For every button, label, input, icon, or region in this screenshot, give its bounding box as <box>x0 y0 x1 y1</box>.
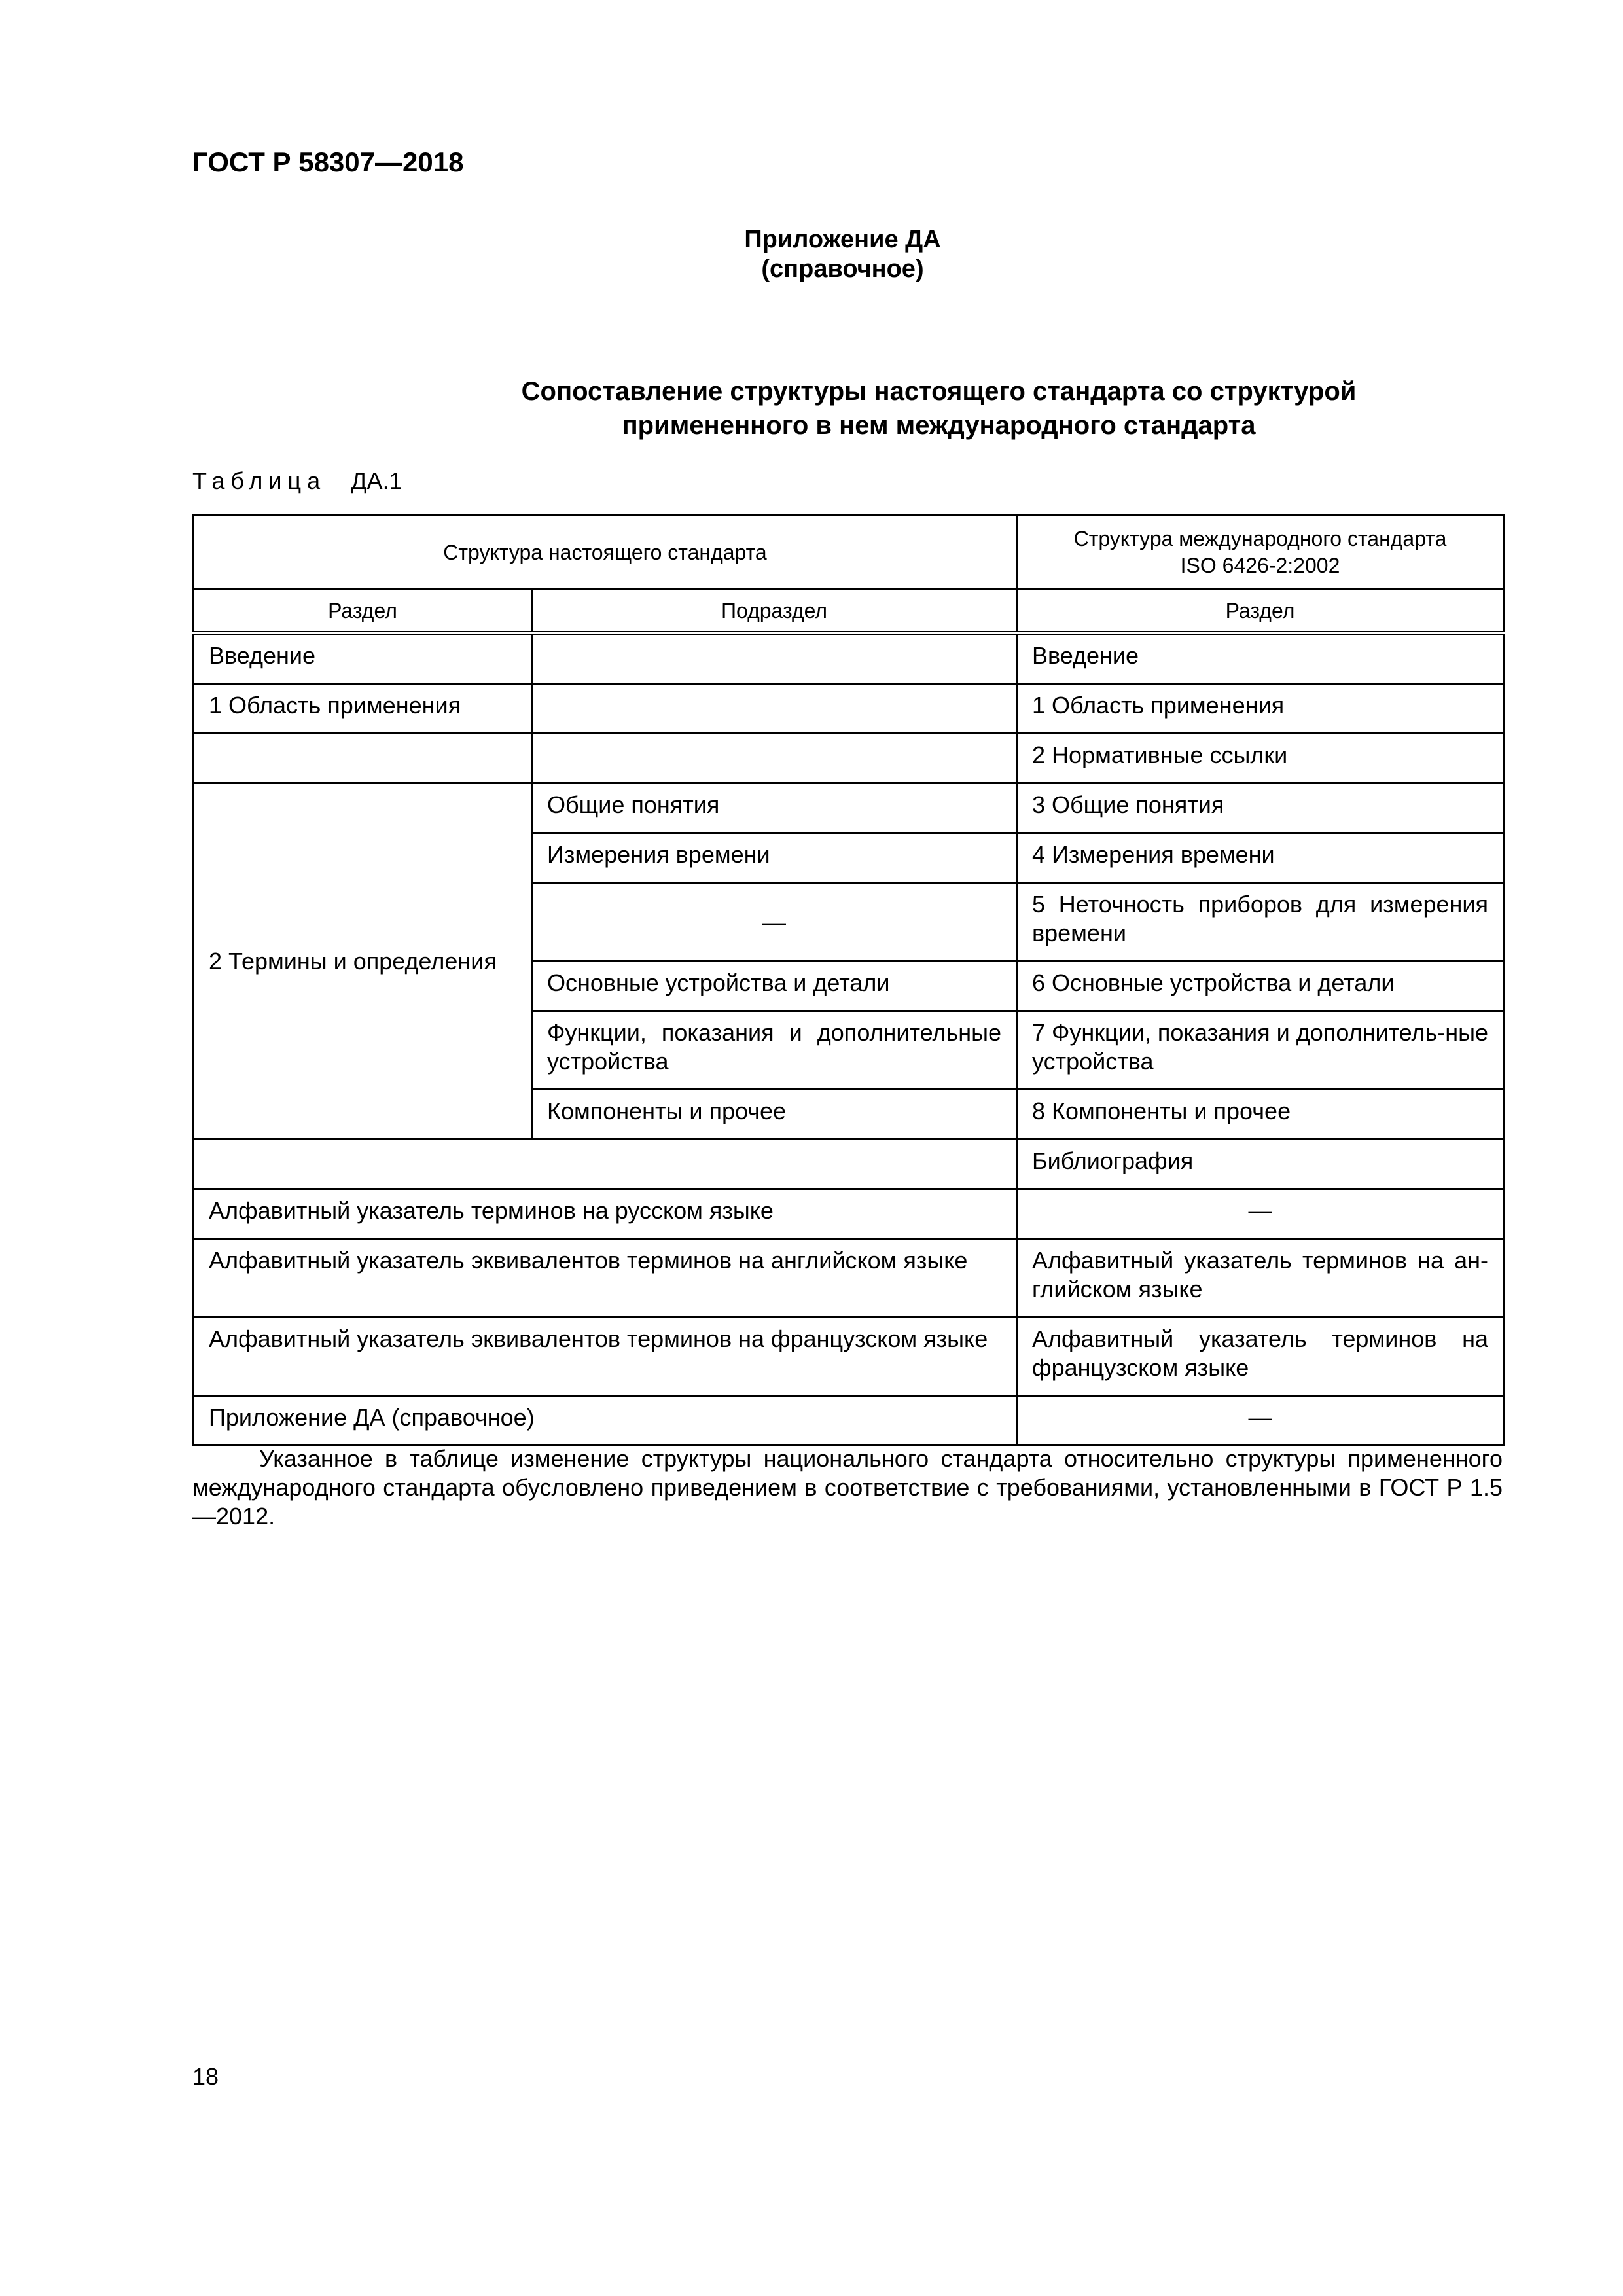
table-cell-empty <box>194 1139 1017 1189</box>
table-cell-empty <box>532 734 1017 783</box>
table-cell: Введение <box>1017 633 1504 684</box>
header-section: Раздел <box>194 590 532 634</box>
table-cell: 7 Функции, показания и дополнитель-ные устройства <box>1017 1011 1504 1090</box>
heading-line-1: Сопоставление структуры настоящего стандарта со структурой <box>521 377 1357 406</box>
table-cell: 4 Измерения времени <box>1017 833 1504 883</box>
table-cell: Алфавитный указатель эквивалентов терминов на английском языке <box>194 1239 1017 1318</box>
table-cell: Компоненты и прочее <box>532 1090 1017 1139</box>
table-cell: 2 Нормативные ссылки <box>1017 734 1504 783</box>
annex-status: (справочное) <box>761 255 924 283</box>
page-number: 18 <box>192 2063 219 2090</box>
annex-title <box>0 225 1623 284</box>
header-international-line-1: Структура международного стандарта <box>1073 527 1447 550</box>
header-national-structure: Структура настоящего стандарта <box>194 516 1017 590</box>
header-subsection: Подраздел <box>532 590 1017 634</box>
table-row <box>194 1189 1504 1239</box>
table-cell: 1 Область применения <box>1017 684 1504 734</box>
table-row <box>194 1239 1504 1318</box>
annex-heading <box>192 374 1623 442</box>
table-cell: Функции, показания и дополнительные устройства <box>532 1011 1017 1090</box>
table-cell-empty <box>194 734 532 783</box>
table-note: Указанное в таблице изменение структуры национального стандарта относительно структуры примененного международного стандарта обусловлено приведением в соответствие с требованиями, установленными в ГОСТ Р 1.5—2012. <box>192 1445 1503 1530</box>
table-cell: 5 Неточность приборов для измерения времени <box>1017 883 1504 961</box>
table-row <box>194 734 1504 783</box>
table-cell: Алфавитный указатель терминов на французском языке <box>1017 1318 1504 1396</box>
table-cell-dash: — <box>1017 1396 1504 1446</box>
table-row <box>194 783 1504 833</box>
table-cell: Алфавитный указатель терминов на ан-глийском языке <box>1017 1239 1504 1318</box>
table-cell-empty <box>532 684 1017 734</box>
table-cell: 1 Область применения <box>194 684 532 734</box>
heading-line-2: примененного в нем международного стандарта <box>622 411 1256 440</box>
document-standard-code: ГОСТ Р 58307—2018 <box>192 147 464 177</box>
table-row <box>194 1318 1504 1396</box>
table-cell: Измерения времени <box>532 833 1017 883</box>
table-label <box>192 467 402 495</box>
table-cell: Введение <box>194 633 532 684</box>
annex-name: Приложение ДА <box>744 226 941 253</box>
table-subheader-row <box>194 590 1504 634</box>
table-cell: 3 Общие понятия <box>1017 783 1504 833</box>
table-cell: Библиография <box>1017 1139 1504 1189</box>
table-cell: Общие понятия <box>532 783 1017 833</box>
table-label-number: ДА.1 <box>351 467 402 494</box>
structure-comparison-table <box>192 514 1505 1446</box>
table-cell: 8 Компоненты и прочее <box>1017 1090 1504 1139</box>
table-cell: Основные устройства и детали <box>532 961 1017 1011</box>
table-cell-empty <box>532 633 1017 684</box>
table-cell: Алфавитный указатель эквивалентов терминов на французском языке <box>194 1318 1017 1396</box>
table-row <box>194 1139 1504 1189</box>
table-cell: 6 Основные устройства и детали <box>1017 961 1504 1011</box>
table-cell-dash: — <box>1017 1189 1504 1239</box>
table-cell-terms-section: 2 Термины и определения <box>194 783 532 1139</box>
table-row <box>194 684 1504 734</box>
table-row <box>194 633 1504 684</box>
table-row <box>194 1396 1504 1446</box>
header-international-structure <box>1017 516 1504 590</box>
header-international-line-2: ISO 6426-2:2002 <box>1180 554 1340 577</box>
table-cell: Приложение ДА (справочное) <box>194 1396 1017 1446</box>
table-header-row <box>194 516 1504 590</box>
table-cell: Алфавитный указатель терминов на русском языке <box>194 1189 1017 1239</box>
header-int-section: Раздел <box>1017 590 1504 634</box>
table-cell-dash: — <box>532 883 1017 961</box>
table-label-word: Таблица <box>192 467 327 494</box>
